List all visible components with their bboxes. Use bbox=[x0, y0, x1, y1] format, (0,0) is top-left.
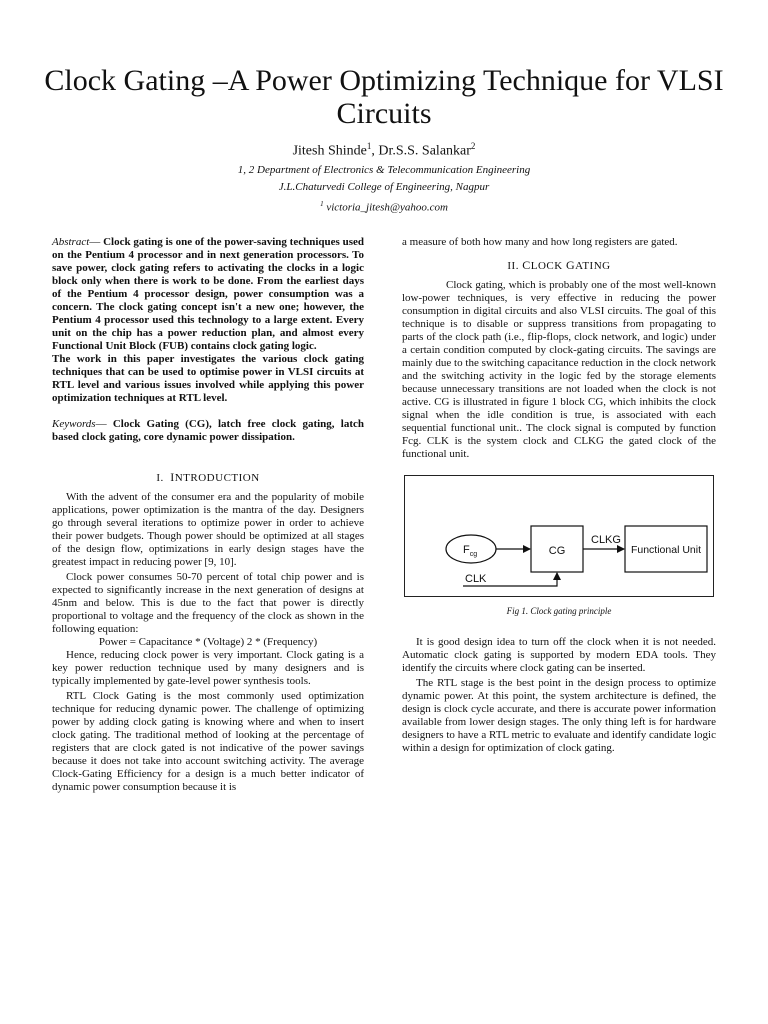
right-column bbox=[402, 236, 716, 755]
keywords-paragraph bbox=[52, 418, 364, 444]
cg-label: CG bbox=[548, 545, 566, 557]
clk-label: CLK bbox=[465, 573, 487, 585]
abstract-dash: — bbox=[89, 236, 101, 248]
abstract-paragraph-2 bbox=[52, 353, 364, 405]
fcg-node bbox=[446, 535, 496, 563]
author-superscript: 2 bbox=[470, 141, 476, 151]
author-line bbox=[0, 138, 768, 160]
affiliation-college: J.L.Chaturvedi College of Engineering, Nagpur bbox=[278, 181, 490, 193]
clock-gating-paragraph-2: It is good design idea to turn off the clock when it is not needed. Automatic clock gating is supported by modern EDA tools. They identify the circuits where clock gating can be inserted. bbox=[402, 636, 716, 674]
email-text[interactable]: victoria_jitesh@yahoo.com bbox=[323, 201, 448, 214]
abstract-text: Clock gating is one of the power-saving techniques used on the Pentium 4 processor and in next generation processors. To save power, clock gating refers to activating the clocks in a logic block only when there is work to be done. From the earliest days of the Pentium 4 processor design, power consumption was a concern. The clock gating concept isn't a new one; however, the Pentium 4 processor used this technology to a large extent. Every unit on the chip has a power reduction plan, and almost every Functional Unit Block (FUB) contains clock gating logic. bbox=[52, 236, 364, 352]
affiliation-department: 1, 2 Department of Electronics & Telecommunication Engineering bbox=[237, 164, 531, 176]
author-email[interactable] bbox=[0, 198, 768, 215]
section-heading-rest: ATING bbox=[575, 260, 611, 272]
left-column bbox=[52, 236, 364, 794]
section-heading-rest: NTRODUCTION bbox=[174, 472, 260, 484]
intro-paragraph-4: RTL Clock Gating is the most commonly used optimization technique for reducing dynamic power. The challenge of optimizing power by adding clock gating is knowing where and when to insert clock gating. The traditional method of looking at the percentage of registers that are clock gated is not indicative of the power savings because it does not take into account switching activity. The average Clock-Gating Efficiency for a design is a much better indicator of dynamic power consumption because it is bbox=[52, 690, 364, 793]
author-name: Dr.S.S. Salankar bbox=[378, 143, 471, 159]
keywords-dash: — bbox=[95, 418, 107, 430]
author-separator: , bbox=[371, 143, 379, 159]
power-equation: Power = Capacitance * (Voltage) 2 * (Frequency) bbox=[98, 636, 318, 648]
section-heading-introduction bbox=[52, 471, 364, 485]
keywords-label: Keywords bbox=[52, 418, 96, 430]
functional-unit-label: Functional Unit bbox=[630, 544, 702, 556]
section-number: II. bbox=[507, 260, 519, 272]
clkg-label: CLKG bbox=[591, 534, 621, 546]
section-heading-clock-gating bbox=[402, 259, 716, 273]
email-superscript: 1 bbox=[320, 200, 324, 208]
clock-gating-paragraph-1: Clock gating, which is probably one of the most well-known low-power techniques, is very effective in reducing the power consumption in digital circuits and also VLSI circuits. The goal of this technique is to disable or suppress transitions from propagating to parts of the clock path (i.e., flip-flops, clock network, and logic) under a certain condition computed by clock-gating circuits. The savings are mainly due to the switching capacitance reduction in the clock network and the switching activity in the logic fed by the storage elements because unnecessary transitions are not loaded when the clock is not active. CG is illustrated in figure 1 block CG, which inhibits the clock signal when the idle condition is true, is associated with each sequential functional unit.. The clock signal is computed by function Fcg. CLK is the system clock and CLKG the gated clock of the functional unit. bbox=[402, 279, 716, 460]
fcg-label: $F_{cg}$ bbox=[463, 544, 478, 558]
section-heading-rest: LOCK bbox=[530, 260, 563, 272]
clock-gating-paragraph-3: The RTL stage is the best point in the design process to optimize dynamic power. At this point, the system architecture is defined, the design is clock cycle accurate, and there is accurate power information available from lower design stages. The only thing left is for hardware designers to have a RTL metric to evaluate and identify candidate logic within a design for optimization of clock gating. bbox=[402, 677, 716, 754]
figure-clock-gating-diagram bbox=[404, 475, 714, 597]
intro-paragraph-1: With the advent of the consumer era and the popularity of mobile applications, power optimization is the mantra of the day. Designers go through several iterations to optimize power in order to achieve their power budgets. Though power should be optimized at all stages of the design flow, optimizations in early design stages have the greatest impact in reducing power [9, 10]. bbox=[52, 491, 364, 568]
intro-paragraph-2: Clock power consumes 50-70 percent of total chip power and is expected to significantly increase in the next generation of designs at 45nm and below. This is due to the fact that power is directly proportional to voltage and the frequency of the clock as shown in the following equation: bbox=[52, 571, 364, 635]
abstract-paragraph bbox=[52, 236, 364, 353]
author-superscript: 1 bbox=[366, 141, 372, 151]
section-number: I. bbox=[156, 472, 164, 484]
section-heading-cap: C bbox=[522, 258, 531, 272]
figure-caption: Fig 1. Clock gating principle bbox=[506, 606, 612, 616]
intro-paragraph-3: Hence, reducing clock power is very important. Clock gating is a key power reduction technique used by many designers and is typically implemented by gate-level power synthesis tools. bbox=[52, 649, 364, 687]
paper-title: Clock Gating –A Power Optimizing Technique for VLSI Circuits bbox=[44, 64, 724, 130]
abstract-text-2: The work in this paper investigates the various clock gating techniques that can be used to optimise power in VLSI circuits at RTL level and various issues involved while applying this power optimization techniques at RTL level. bbox=[52, 353, 364, 404]
diagram-svg bbox=[405, 476, 713, 596]
keywords-text: Clock Gating (CG), latch free clock gating, latch based clock gating, core dynamic power dissipation. bbox=[52, 418, 364, 443]
author-name: Jitesh Shinde bbox=[292, 143, 367, 159]
continued-paragraph: a measure of both how many and how long registers are gated. bbox=[402, 236, 678, 248]
section-heading-cap: G bbox=[565, 258, 576, 272]
abstract-label: Abstract bbox=[52, 236, 90, 248]
section-heading-cap: I bbox=[170, 470, 175, 484]
